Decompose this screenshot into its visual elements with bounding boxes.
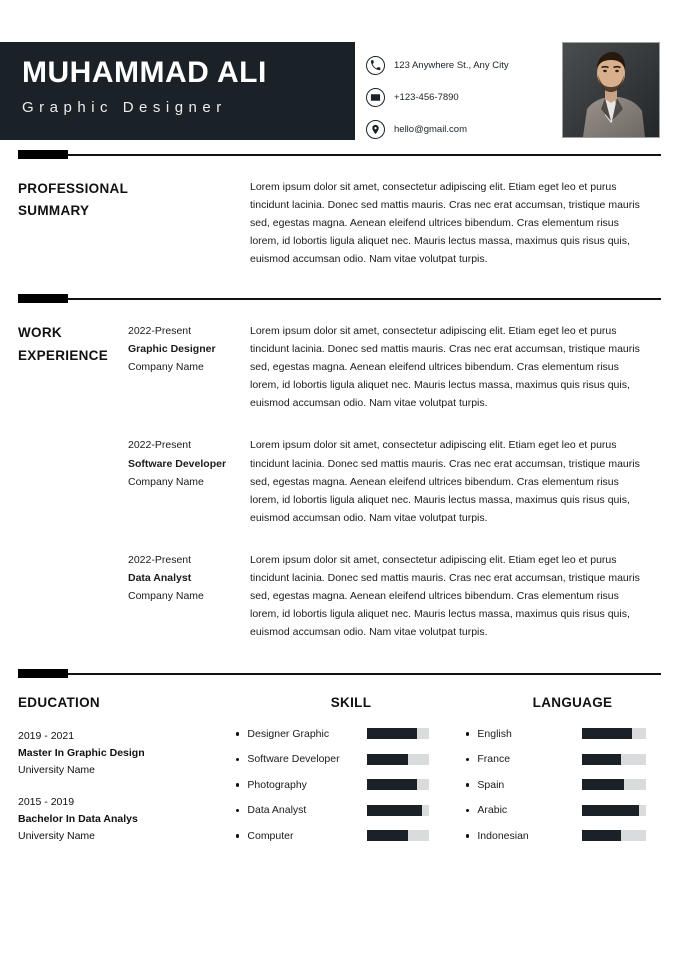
work-heading-line1: WORK xyxy=(18,325,62,341)
work-entry-description: Lorem ipsum dolor sit amet, consectetur adipiscing elit. Etiam eget leo et purus tincidunt lacinia. Donec sed mattis mauris. Cras nec erat accumsan, tristique mauris sed, egestas magna. Aenean eleifend ultrices bibendum. Cras elementum risus lorem, id lobortis ligula aliquet nec. Mauris lectus massa, maximus quis risus quis, euismod accumsan odio. Nam vitae volutpat turpis. xyxy=(250,325,640,410)
language-label: Indonesian xyxy=(477,829,529,842)
work-entry xyxy=(128,551,661,641)
language-item xyxy=(466,753,679,765)
contact-list xyxy=(366,56,546,152)
skill-bar-fill xyxy=(367,805,422,816)
section-work-experience xyxy=(0,304,679,665)
work-entry-description: Lorem ipsum dolor sit amet, consectetur adipiscing elit. Etiam eget leo et purus tincidunt lacinia. Donec sed mattis mauris. Cras nec erat accumsan, tristique mauris sed, egestas magna. Aenean eleifend ultrices bibendum. Cras elementum risus lorem, id lobortis ligula aliquet nec. Mauris lectus massa, maximus quis risus quis, euismod accumsan odio. Nam vitae volutpat turpis. xyxy=(250,553,640,638)
skill-bar-fill xyxy=(367,779,417,790)
language-bar-fill xyxy=(582,779,624,790)
language-item xyxy=(466,728,679,740)
work-entry-date: 2022-Present xyxy=(128,553,192,566)
bullet-icon xyxy=(466,834,469,837)
language-bar-track xyxy=(582,830,646,841)
work-entry-description: Lorem ipsum dolor sit amet, consectetur adipiscing elit. Etiam eget leo et purus tincidunt lacinia. Donec sed mattis mauris. Cras nec erat accumsan, tristique mauris sed, egestas magna. Aenean eleifend ultrices bibendum. Cras elementum risus lorem, id lobortis ligula aliquet nec. Mauris lectus massa, maximus quis risus quis, euismod accumsan odio. Nam vitae volutpat turpis. xyxy=(250,439,640,524)
language-bar-fill xyxy=(582,728,632,739)
language-bar-track xyxy=(582,805,646,816)
work-entry-meta xyxy=(128,436,250,526)
section-professional-summary xyxy=(0,160,679,268)
work-entry-date: 2022-Present xyxy=(128,439,192,452)
work-heading xyxy=(18,304,128,665)
work-entry-company: Company Name xyxy=(128,589,204,602)
contact-item-phone[interactable] xyxy=(366,88,546,107)
avatar xyxy=(562,42,660,138)
work-entry-date: 2022-Present xyxy=(128,325,192,338)
skill-item xyxy=(236,779,466,791)
education-item xyxy=(18,794,236,844)
skill-item xyxy=(236,728,466,740)
language-label: English xyxy=(477,727,512,740)
work-heading-line2: EXPERIENCE xyxy=(18,347,109,363)
skill-bar-track xyxy=(367,830,429,841)
summary-text: Lorem ipsum dolor sit amet, consectetur adipiscing elit. Etiam eget leo et purus tincidunt lacinia. Donec sed mattis mauris. Cras nec erat accumsan, tristique mauris sed, egestas magna. Aenean eleifend ultrices bibendum. Cras elementum risus lorem, id lobortis ligula aliquet nec. Mauris lectus massa, maximus quis risus quis, euismod accumsan odio. Nam vitae volutpat turpis. xyxy=(250,181,640,266)
bullet-icon xyxy=(236,809,239,812)
language-bar-track xyxy=(582,728,646,739)
education-school: University Name xyxy=(18,763,96,776)
bullet-icon xyxy=(466,758,469,761)
bullet-icon xyxy=(236,758,239,761)
bullet-icon xyxy=(466,783,469,786)
education-item xyxy=(18,728,236,778)
skill-label: Photography xyxy=(247,778,307,791)
contact-email-text: hello@gmail.com xyxy=(394,124,468,135)
language-bar-track xyxy=(582,779,646,790)
divider-line xyxy=(18,673,661,675)
contact-item-address[interactable] xyxy=(366,56,546,75)
summary-heading xyxy=(18,160,128,268)
skill-bar-track xyxy=(367,728,429,739)
resume-header xyxy=(0,0,679,150)
column-language xyxy=(466,695,679,861)
skill-label: Data Analyst xyxy=(247,804,307,817)
skill-label: Designer Graphic xyxy=(247,727,330,740)
bottom-columns xyxy=(0,695,679,861)
skill-bar-fill xyxy=(367,754,407,765)
work-entry-title: Software Developer xyxy=(128,457,227,470)
divider-bottom xyxy=(18,669,661,679)
location-pin-icon xyxy=(366,120,385,139)
language-bar-fill xyxy=(582,754,620,765)
work-entry-title: Data Analyst xyxy=(128,571,192,584)
work-entry-title: Graphic Designer xyxy=(128,343,216,356)
language-label: Arabic xyxy=(477,804,508,817)
skill-bar-fill xyxy=(367,728,417,739)
education-heading: EDUCATION xyxy=(18,694,100,710)
divider-block xyxy=(18,294,68,303)
divider-work xyxy=(18,294,661,304)
skill-bar-fill xyxy=(367,830,407,841)
language-bar-fill xyxy=(582,830,620,841)
skill-heading: SKILL xyxy=(330,694,372,710)
summary-heading-line2: SUMMARY xyxy=(18,203,90,219)
contact-item-email[interactable] xyxy=(366,120,546,139)
language-bar-fill xyxy=(582,805,638,816)
bullet-icon xyxy=(466,809,469,812)
education-degree: Master In Graphic Design xyxy=(18,746,145,759)
name-block xyxy=(0,42,355,140)
divider-block xyxy=(18,669,68,678)
work-entry xyxy=(128,322,661,412)
language-item xyxy=(466,779,679,791)
bullet-icon xyxy=(236,834,239,837)
contact-phone-text: +123-456-7890 xyxy=(394,92,459,103)
skill-item xyxy=(236,830,466,842)
education-degree: Bachelor In Data Analys xyxy=(18,813,138,826)
work-entry-company: Company Name xyxy=(128,475,204,488)
divider-summary xyxy=(18,150,661,160)
job-role-subtitle: Graphic Designer xyxy=(22,98,227,116)
phone-icon xyxy=(366,56,385,75)
envelope-icon xyxy=(366,88,385,107)
divider-line xyxy=(18,298,661,300)
contact-address-text: 123 Anywhere St., Any City xyxy=(394,60,509,71)
divider-block xyxy=(18,150,68,159)
work-entry xyxy=(128,436,661,526)
work-entries xyxy=(128,304,661,665)
language-label: France xyxy=(477,753,511,766)
language-item xyxy=(466,830,679,842)
education-date: 2015 - 2019 xyxy=(18,796,75,809)
work-entry-meta xyxy=(128,322,250,412)
bullet-icon xyxy=(466,732,469,735)
skill-label: Software Developer xyxy=(247,753,340,766)
skill-bar-track xyxy=(367,754,429,765)
skill-bar-track xyxy=(367,805,429,816)
education-date: 2019 - 2021 xyxy=(18,729,75,742)
divider-line xyxy=(18,154,661,156)
skill-label: Computer xyxy=(247,829,294,842)
column-skill xyxy=(236,695,466,861)
summary-heading-line1: PROFESSIONAL xyxy=(18,181,129,196)
work-entry-meta xyxy=(128,551,250,641)
language-heading: LANGUAGE xyxy=(532,694,613,710)
bullet-icon xyxy=(236,732,239,735)
language-bar-track xyxy=(582,754,646,765)
skill-bar-track xyxy=(367,779,429,790)
page-title: MUHAMMAD ALI xyxy=(22,56,267,89)
education-school: University Name xyxy=(18,829,96,842)
bullet-icon xyxy=(236,783,239,786)
skill-item xyxy=(236,804,466,816)
work-entry-company: Company Name xyxy=(128,361,204,374)
language-item xyxy=(466,804,679,816)
language-label: Spain xyxy=(477,778,505,791)
skill-item xyxy=(236,753,466,765)
column-education xyxy=(18,695,236,861)
